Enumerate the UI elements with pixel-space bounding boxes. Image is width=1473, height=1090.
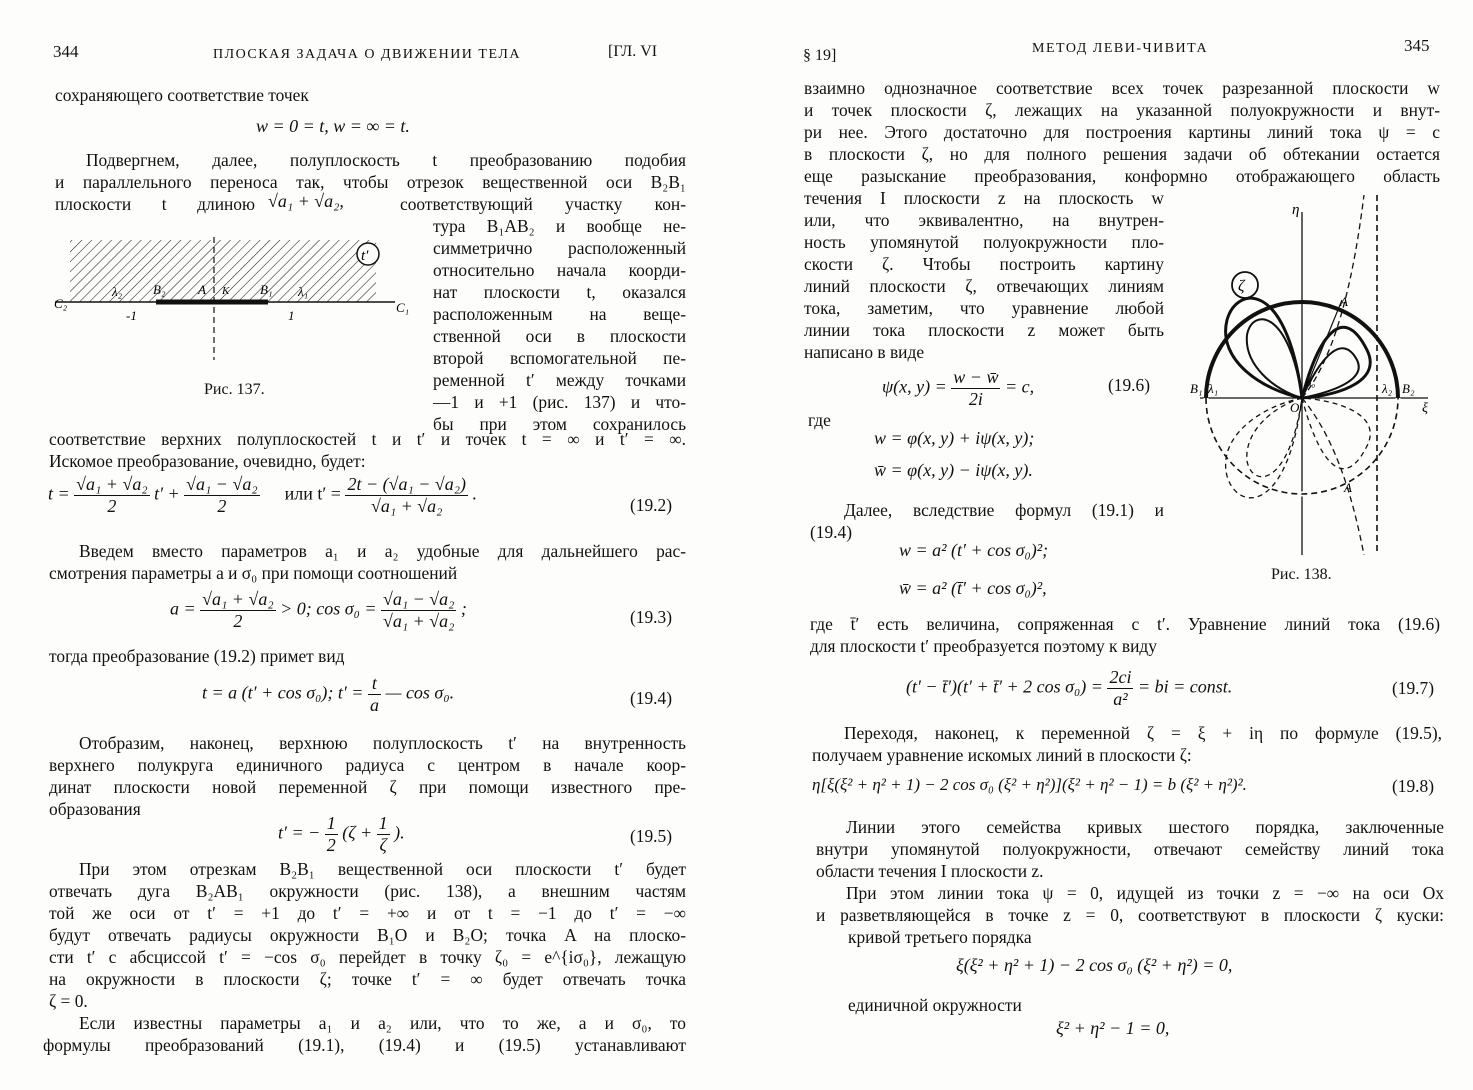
page-number: 344 xyxy=(53,42,79,61)
plane-label: t′ xyxy=(361,248,369,264)
text-line: течения I плоскости z на плоскость w xyxy=(804,188,1164,208)
equation-number: (19.3) xyxy=(630,607,673,627)
eq-part: . xyxy=(472,483,477,504)
figure-caption: Рис. 137. xyxy=(204,381,265,398)
text-line: на окружности в плоскости ζ; точке t′ = ∞ будет отвечать точка xyxy=(49,969,686,989)
text-line: При этом отрезкам B₂B₁ вещественной оси плоскости t′ будет xyxy=(79,859,686,879)
denominator: a xyxy=(369,695,379,715)
eq-part: (t′ − t̄′)(t′ + t̄′ + 2 cos σ₀) = xyxy=(906,676,1103,697)
text-line: соответствие верхних полуплоскостей t и t′ и точек t = ∞ и t′ = ∞. xyxy=(49,429,686,449)
denominator: 2 xyxy=(217,496,227,516)
plane-label: ζ xyxy=(1238,278,1245,295)
equation-circle: ξ² + η² − 1 = 0, xyxy=(1056,1018,1170,1038)
text-line: будут отвечать радиусы окружности B₁O и B₂O; точка A на плоско- xyxy=(49,925,686,945)
fraction xyxy=(325,813,338,856)
fraction xyxy=(345,474,468,517)
section-ref: § 19] xyxy=(803,47,837,64)
text-line: сти t′ с абсциссой t′ = −cos σ₀ перейдет в точку ζ₀ = e^{iσ₀}, лежащую xyxy=(49,947,686,967)
eq-part: > 0; cos σ₀ = xyxy=(280,598,377,619)
denominator: √a₁ + √a₂ xyxy=(383,611,455,631)
text-line: взаимно однозначное соответствие всех точек разрезанной плоскости w xyxy=(804,78,1440,98)
text-line: получаем уравнение искомых линий в плоскости ζ: xyxy=(812,745,1192,765)
numerator: √a₁ − √a₂ xyxy=(383,589,455,609)
text-line: сохраняющего соответствие точек xyxy=(55,85,309,105)
text-line: ременной t′ между точками xyxy=(433,370,686,390)
numerator: √a₁ − √a₂ xyxy=(186,474,258,494)
eq-part: или t′ = xyxy=(284,483,341,504)
text-line: тогда преобразование (19.2) примет вид xyxy=(49,646,345,666)
denominator: 2i xyxy=(968,389,983,409)
text-line: Если известны параметры a₁ и a₂ или, что то же, a и σ₀, то xyxy=(79,1013,686,1033)
eq-part: t′ + xyxy=(154,483,180,504)
equation-19-5 xyxy=(278,813,405,856)
equation-wbar-def: w̄ = φ(x, y) − iψ(x, y). xyxy=(874,460,1033,480)
fig-label: ξ xyxy=(1422,401,1428,416)
text-line: и разветвляющейся в точке z = 0, соответствуют в плоскости ζ куски: xyxy=(816,905,1444,925)
streamline xyxy=(1226,298,1302,398)
numerator: 2ci xyxy=(1109,667,1132,687)
fig-label: A xyxy=(1340,294,1348,309)
fraction xyxy=(74,474,149,517)
fraction xyxy=(368,673,381,716)
fig-label: 1 xyxy=(288,308,295,323)
fig-label: λ₂ xyxy=(1382,381,1393,396)
numerator: w − w̄ xyxy=(953,367,999,387)
figure-caption: Рис. 138. xyxy=(1271,566,1332,583)
text-line: внутри упомянутой полуокружности, отвечают семейству линий тока xyxy=(816,839,1444,859)
text-line: относительно начала коорди- xyxy=(433,260,686,280)
text-line: для плоскости t′ преобразуется поэтому к виду xyxy=(810,636,1157,656)
numerator: √a₁ + √a₂ xyxy=(76,474,148,494)
streamline xyxy=(1247,319,1302,398)
text-line: и точек плоскости ζ, лежащих на указанной полуокружности и внут- xyxy=(804,100,1440,120)
equation-number: (19.2) xyxy=(630,495,673,515)
text-line: Переходя, наконец, к переменной ζ = ξ + iη по формуле (19.5), xyxy=(844,723,1442,743)
fig-label: η xyxy=(1292,202,1300,218)
text-line: и параллельного переноса так, чтобы отрезок вещественной оси B₂B₁ xyxy=(55,172,686,192)
fig-label: B₁ xyxy=(1190,381,1203,396)
text-line: еще разыскание преобразования, конформно отображающего область xyxy=(804,166,1440,186)
fig-label: B₂ xyxy=(153,282,166,297)
equation-number: (19.7) xyxy=(1392,678,1435,698)
running-head: МЕТОД ЛЕВИ-ЧИВИТА xyxy=(1032,41,1209,56)
text-line: динат плоскости новой переменной ζ при помощи известного пре- xyxy=(49,777,686,797)
equation-19-3 xyxy=(170,589,467,632)
denominator: a² xyxy=(1113,689,1128,709)
eq-part: — cos σ₀. xyxy=(385,682,455,703)
eq-part: ψ(x, y) = xyxy=(882,376,947,397)
fig-label: -1 xyxy=(126,308,137,323)
text-line: формулы преобразований (19.1), (19.4) и (19.5) устанавливают xyxy=(43,1035,686,1055)
text-line: плоскости t длиною xyxy=(55,194,255,214)
fraction xyxy=(200,589,275,632)
equation-number: (19.5) xyxy=(630,826,673,846)
text-line: ри нее. Этого достаточно для построения картины линий тока ψ = c xyxy=(804,122,1440,142)
fig-label: B₁ xyxy=(260,282,273,297)
page-number: 345 xyxy=(1404,36,1430,55)
equation-w-map: w = 0 = t, w = ∞ = t. xyxy=(256,116,410,136)
eq-part: = bi = const. xyxy=(1137,676,1233,697)
text-line: той же оси от t′ = +1 до t′ = +∞ и от t = −1 до t′ = −∞ xyxy=(49,903,686,923)
text-line: где xyxy=(808,410,831,430)
left-page xyxy=(0,0,736,1090)
chapter-ref: [ГЛ. VI xyxy=(608,43,658,60)
text-line: симметрично расположенный xyxy=(433,238,686,258)
text-line: Подвергнем, далее, полуплоскость t преобразованию подобия xyxy=(86,150,686,170)
text-line: единичной окружности xyxy=(848,995,1022,1015)
denominator: 2 xyxy=(326,835,336,855)
numerator: √a₁ + √a₂ xyxy=(202,589,274,609)
equation-19-6 xyxy=(882,367,1034,410)
text-line: в плоскости ζ, но для полного решения задачи об обтекании остается xyxy=(804,144,1440,164)
numerator: 2t − (√a₁ − √a₂) xyxy=(347,474,466,494)
eq-part: t = a (t′ + cos σ₀); t′ = xyxy=(202,682,364,703)
text-line: образования xyxy=(49,799,141,819)
denominator: 2 xyxy=(233,611,243,631)
numerator: 1 xyxy=(378,813,388,833)
text-line: смотрения параметры a и σ₀ при помощи соотношений xyxy=(49,563,458,583)
fig-label: A xyxy=(198,282,206,297)
text-line: тура B₁AB₂ и вообще не- xyxy=(433,216,686,236)
text-line: расположенным на веще- xyxy=(433,304,686,324)
running-head: ПЛОСКАЯ ЗАДАЧА О ДВИЖЕНИИ ТЕЛА xyxy=(213,47,521,62)
fig-label: λ₁ xyxy=(1208,381,1219,396)
equation-19-8: η[ξ(ξ² + η² + 1) − 2 cos σ₀ (ξ² + η²)](ξ² + η² − 1) = b (ξ² + η²)². xyxy=(812,775,1247,794)
equation-19-2 xyxy=(48,474,477,517)
eq-part: (ζ + xyxy=(342,822,373,843)
text-line: тока, заметим, что уравнение любой xyxy=(804,298,1164,318)
streamline-dashed xyxy=(1302,398,1370,469)
text-line: или, что эквивалентно, на внутрен- xyxy=(804,210,1164,230)
text-line: верхнего полукруга единичного радиуса с центром в начале коор- xyxy=(49,755,686,775)
eq-part: t′ = − xyxy=(278,822,321,843)
fig-label: A xyxy=(1344,480,1352,495)
text-line: соответствующий участку кон- xyxy=(400,194,686,214)
text-line: линии тока плоскости z может быть xyxy=(804,320,1164,340)
equation-w-tprime: w = a² (t′ + cos σ₀)²; xyxy=(899,540,1049,560)
equation-length: √a₁ + √a₂, xyxy=(268,191,344,211)
text-line: (19.4) xyxy=(810,522,853,542)
equation-w-def: w = φ(x, y) + iψ(x, y); xyxy=(874,428,1035,448)
fraction xyxy=(377,813,390,856)
fig-label: λ₁ xyxy=(298,284,309,299)
denominator: ζ xyxy=(379,835,387,855)
text-line: второй вспомогательной пе- xyxy=(433,348,686,368)
equation-number: (19.8) xyxy=(1392,776,1435,796)
right-page xyxy=(736,0,1473,1090)
text-line: При этом линии тока ψ = 0, идущей из точки z = −∞ на оси Ox xyxy=(846,883,1444,903)
text-line: Линии этого семейства кривых шестого порядка, заключенные xyxy=(846,817,1444,837)
text-line: скости ζ. Чтобы построить картину xyxy=(804,254,1164,274)
eq-part: = c, xyxy=(1004,376,1035,397)
fraction xyxy=(381,589,456,632)
text-line: кривой третьего порядка xyxy=(848,927,1032,947)
equation-cubic: ξ(ξ² + η² + 1) − 2 cos σ₀ (ξ² + η²) = 0, xyxy=(956,955,1233,975)
fig-label: C₁ xyxy=(396,300,410,315)
text-line: бы при этом сохранилось xyxy=(433,414,686,434)
fraction xyxy=(1107,667,1133,710)
text-line: линий плоскости ζ, отвечающих линиям xyxy=(804,276,1164,296)
fig-label: O xyxy=(1290,400,1300,415)
equation-number: (19.4) xyxy=(630,688,673,708)
fig-label: λ₂ xyxy=(112,284,123,299)
fig-label: σ₀ xyxy=(1306,377,1316,389)
figure-137 xyxy=(50,232,410,362)
text-line: Искомое преобразование, очевидно, будет: xyxy=(49,451,366,471)
fig-label: K xyxy=(222,285,230,297)
text-line: —1 и +1 (рис. 137) и что- xyxy=(433,392,686,412)
equation-19-4 xyxy=(202,673,454,716)
eq-part: ). xyxy=(394,822,405,843)
text-line: ственной оси в плоскости xyxy=(433,326,686,346)
numerator: 1 xyxy=(326,813,336,833)
fraction xyxy=(951,367,1000,410)
fig-label: B₂ xyxy=(1402,381,1415,396)
equation-19-7 xyxy=(906,667,1232,710)
fig-label: C₂ xyxy=(54,296,68,311)
text-line: ность упомянутой полуокружности пло- xyxy=(804,232,1164,252)
denominator: 2 xyxy=(107,496,117,516)
text-line: Далее, вследствие формул (19.1) и xyxy=(844,500,1164,520)
text-line: где t̄′ есть величина, сопряженная с t′. Уравнение линий тока (19.6) xyxy=(810,614,1440,634)
fraction xyxy=(184,474,259,517)
text-line: нат плоскости t, оказался xyxy=(433,282,686,302)
equation-number: (19.6) xyxy=(1108,375,1151,395)
numerator: t xyxy=(368,673,381,695)
eq-part: ; xyxy=(460,598,467,619)
eq-part: a = xyxy=(170,598,196,619)
eq-part: t = xyxy=(48,483,70,504)
plane-marker xyxy=(1232,272,1258,298)
text-line: отвечать дуга B₂AB₁ окружности (рис. 138), а внешним частям xyxy=(49,881,686,901)
equation-wbar-tprime: w̄ = a² (t̄′ + cos σ₀)², xyxy=(899,578,1047,598)
text-line: Отобразим, наконец, верхнюю полуплоскость t′ на внутренность xyxy=(79,733,686,753)
figure-138 xyxy=(1192,190,1442,560)
text-line: области течения I плоскости z. xyxy=(816,861,1044,881)
denominator: √a₁ + √a₂ xyxy=(371,496,443,516)
text-line: Введем вместо параметров a₁ и a₂ удобные для дальнейшего рас- xyxy=(79,541,686,561)
text-line: ζ = 0. xyxy=(49,991,88,1011)
text-line: написано в виде xyxy=(804,342,925,362)
